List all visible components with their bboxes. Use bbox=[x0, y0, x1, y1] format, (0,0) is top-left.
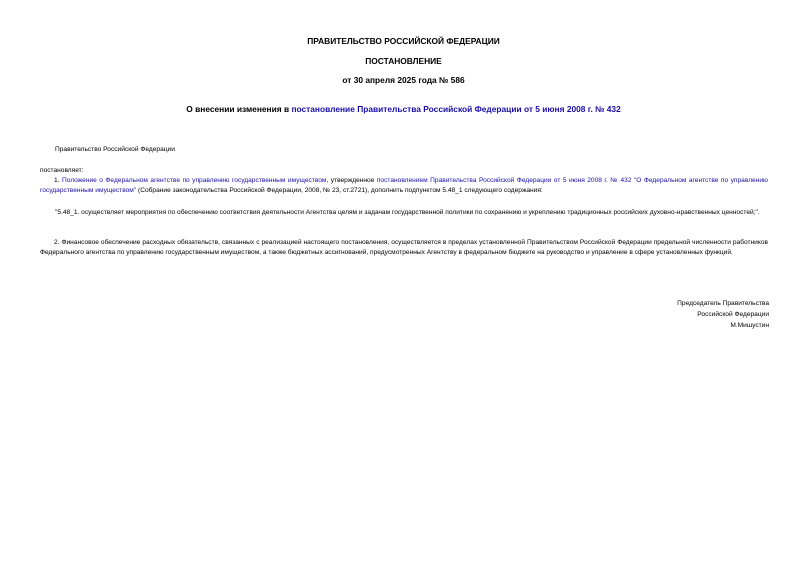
paragraph-2: 2. Финансовое обеспечение расходных обязательств, связанных с реализацией настоящего постановления, осуществляется в пределах установленной Правительством Российской Федерации предельной численности работников Федерального агентства по управлению государственным имуществом, а также бюджетных ассигнований, предусмотренных Агентству в федеральном бюджете на руководство и управление в сфере установленных функций. bbox=[40, 239, 768, 257]
paragraph-1-number: 1. bbox=[54, 177, 62, 184]
title-prefix: О внесении изменения в bbox=[186, 104, 292, 114]
paragraph-1-tail: (Собрание законодательства Российской Федерации, 2008, № 23, ст.2721), дополнить подпунктом 5.48_1 следующего содержания: bbox=[136, 187, 543, 195]
decrees-line: постановляет: bbox=[40, 167, 84, 174]
document-type-heading: ПОСТАНОВЛЕНИЕ bbox=[365, 56, 442, 66]
paragraph-1 bbox=[40, 176, 768, 197]
paragraph-1-mid: , утвержденное bbox=[326, 177, 377, 184]
signature-position-line2: Российской Федерации bbox=[697, 311, 769, 318]
signature-position-line1: Председатель Правительства bbox=[677, 300, 769, 307]
issuer-line: Правительство Российской Федерации bbox=[55, 146, 175, 153]
decree-432-link[interactable]: постановлением Правительства Российской Федерации от 5 июня 2008 г. № 432 "О Федеральном агентстве по управлению государственным имуществом" bbox=[40, 177, 768, 195]
signature-name: М.Мишустин bbox=[730, 322, 769, 329]
government-heading: ПРАВИТЕЛЬСТВО РОССИЙСКОЙ ФЕДЕРАЦИИ bbox=[307, 36, 500, 46]
date-number-heading: от 30 апреля 2025 года № 586 bbox=[342, 75, 465, 85]
quoted-subparagraph: "5.48_1. осуществляет мероприятия по обеспечению соответствия деятельности Агентства целям и задачам государственной политики по сохранению и укреплению традиционных российских духовно-нравственных ценностей;". bbox=[55, 209, 760, 216]
regulation-link[interactable]: Положение о Федеральном агентстве по управлению государственным имуществом bbox=[61, 177, 327, 184]
document-title bbox=[0, 104, 807, 115]
title-link-decree-432[interactable]: постановление Правительства Российской Федерации от 5 июня 2008 г. № 432 bbox=[291, 104, 621, 114]
